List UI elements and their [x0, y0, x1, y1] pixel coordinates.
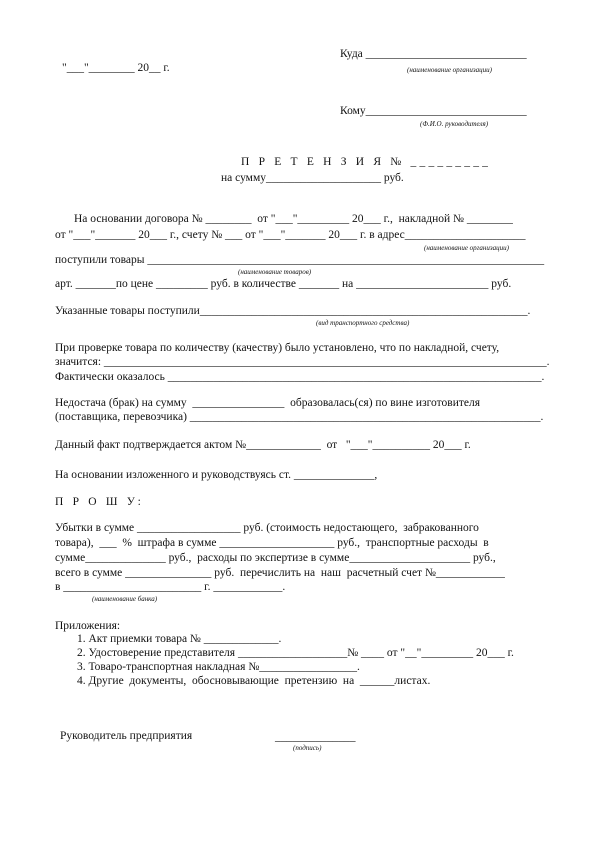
attachment-item-2: 2. Удостоверение представителя ___________________№ ____ от "__"_________ 20___ г.	[77, 647, 514, 659]
signature-line: ______________	[275, 731, 356, 743]
body-line-invoice: от "___"_______ 20___ г., счету № ___ от "___"_______ 20___ г. в адрес_____________________	[55, 229, 526, 241]
recipient-head-caption: (Ф.И.О. руководителя)	[420, 120, 489, 128]
request-line-total: всего в сумме _______________ руб. перечислить на наш расчетный счет №____________	[55, 567, 505, 579]
request-line-penalty: товара), ___ % штрафа в сумме ____________________ руб., транспортные расходы в	[55, 537, 489, 549]
request-line-losses: Убытки в сумме __________________ руб. (стоимость недостающего, забракованного	[55, 522, 479, 534]
body-line-article: На основании изложенного и руководствуясь ст. ______________,	[55, 469, 378, 481]
recipient-head-line: Кому____________________________	[340, 105, 527, 117]
body-line-supplier: (поставщика, перевозчика) _____________________________________________________________.	[55, 411, 544, 423]
body-line-shortage: Недостача (брак) на сумму ________________ образовалась(ся) по вине изготовителя	[55, 397, 481, 409]
attachment-item-1: 1. Акт приемки товара № _____________.	[77, 633, 282, 645]
body-line-price: арт. _______по цене _________ руб. в количестве _______ на _______________________ руб.	[55, 278, 512, 290]
body-line-act: Данный факт подтверждается актом №_____________ от "___"__________ 20___ г.	[55, 439, 471, 451]
signature-label: Руководитель предприятия	[60, 730, 193, 742]
attachments-heading: Приложения:	[55, 620, 121, 632]
date-line: "___"________ 20__ г.	[62, 62, 170, 74]
body-line-goods: поступили товары _____________________________________________________________________	[55, 254, 545, 266]
request-line-bank-caption: (наименование банка)	[92, 595, 158, 603]
request-line-bank: в ________________________ г. ____________.	[55, 581, 286, 593]
request-line-expertise: сумме______________ руб., расходы по экспертизе в сумме_____________________ руб.,	[55, 552, 496, 564]
document-title: П Р Е Т Е Н З И Я № _________	[241, 156, 492, 168]
body-line-goods-caption: (наименование товаров)	[238, 268, 312, 276]
recipient-organization-caption: (наименование организации)	[407, 66, 492, 74]
body-line-contract: На основании договора № ________ от "___"_________ 20___ г., накладной № ________	[74, 213, 513, 225]
recipient-organization-line: Куда ____________________________	[340, 48, 527, 60]
body-line-inspection: При проверке товара по количеству (качеству) было установлено, что по накладной, счету,	[55, 342, 500, 354]
signature-caption: (подпись)	[293, 744, 322, 752]
body-line-invoice-caption: (наименование организации)	[424, 244, 509, 252]
body-line-transport-caption: (вид транспортного средства)	[316, 319, 410, 327]
attachment-item-4: 4. Другие документы, обосновывающие претензию на ______листах.	[77, 675, 431, 687]
attachment-item-3: 3. Товаро-транспортная накладная №_________________.	[77, 661, 360, 673]
claim-amount-line: на сумму____________________ руб.	[221, 172, 404, 184]
body-line-listed: значится: _____________________________________________________________________________.	[55, 356, 550, 368]
request-heading: П Р О Ш У:	[55, 496, 145, 508]
body-line-transport: Указанные товары поступили_________________________________________________________.	[55, 305, 531, 317]
body-line-actual: Фактически оказалось _________________________________________________________________.	[55, 371, 545, 383]
